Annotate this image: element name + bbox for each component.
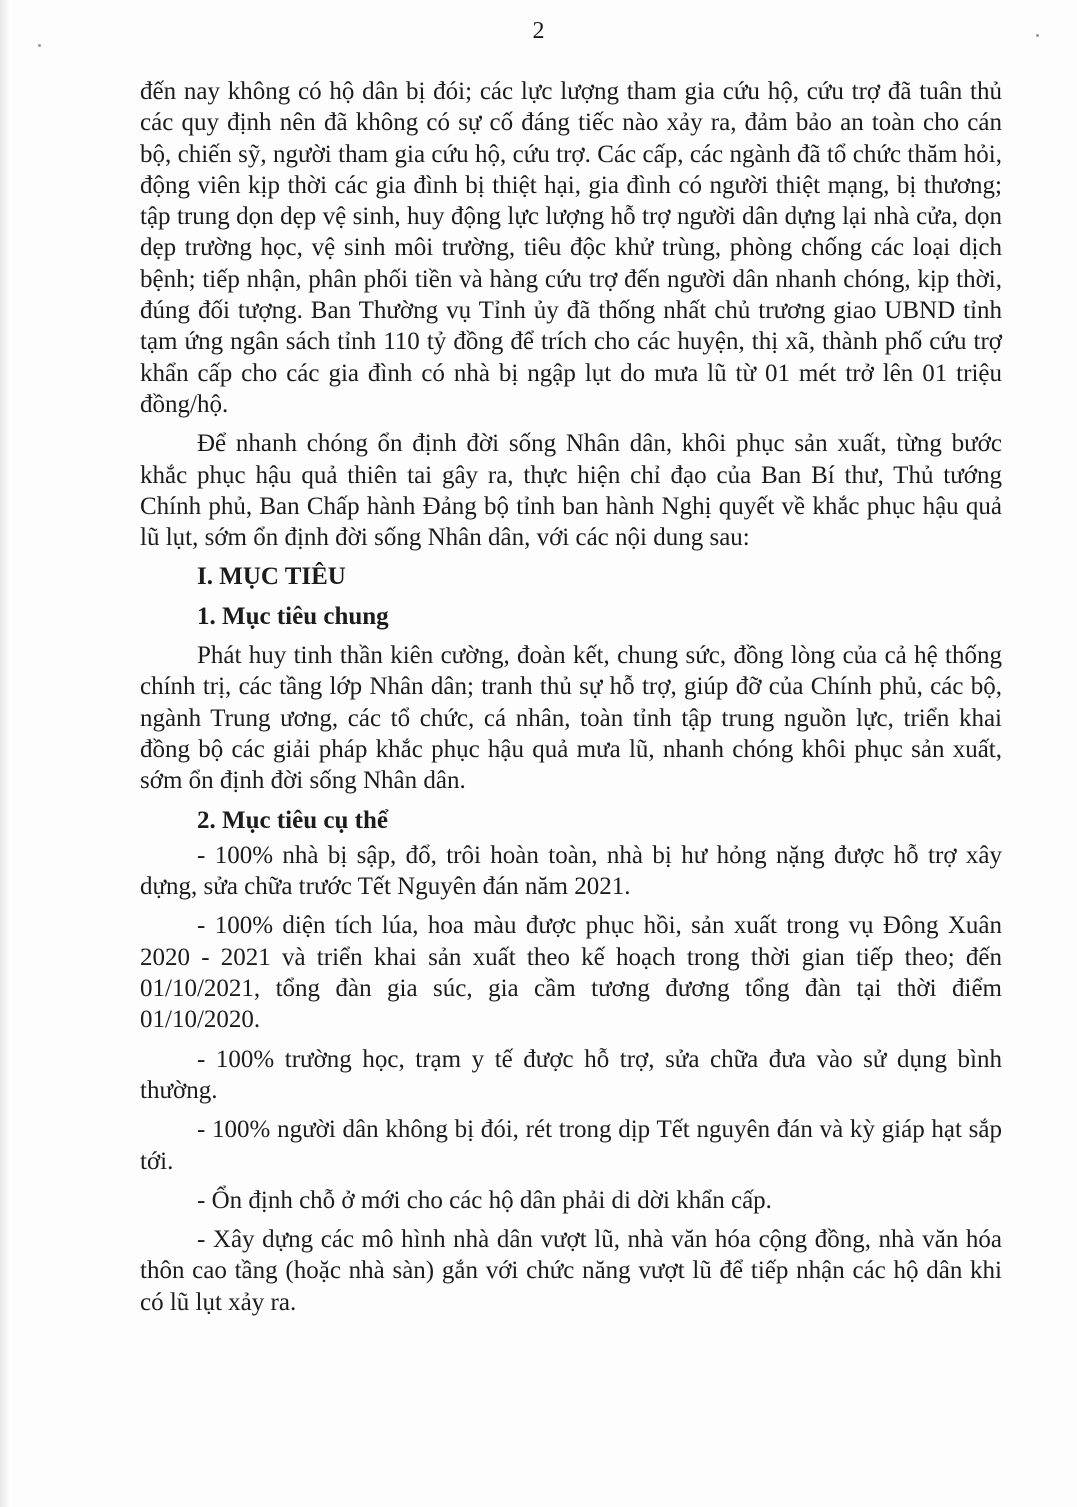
target-item: - Xây dựng các mô hình nhà dân vượt lũ, nhà văn hóa cộng đồng, nhà văn hóa thôn cao tầng (hoặc nhà sàn) gắn với chức năng vượt lũ để tiếp nhận các hộ dân khi có lũ lụt xảy ra. [140, 1226, 1002, 1316]
target-item: - 100% diện tích lúa, hoa màu được phục hồi, sản xuất trong vụ Đông Xuân 2020 - 2021 và triển khai sản xuất theo kế hoạch trong thời gian tiếp theo; đến 01/10/2021, tổng đàn gia súc, gia cầm tương đương tổng đàn tại thời điểm 01/10/2020. [140, 912, 1002, 1034]
paragraph-intro: Để nhanh chóng ổn định đời sống Nhân dân, khôi phục sản xuất, từng bước khắc phục hậu quả thiên tai gây ra, thực hiện chỉ đạo của Ban Bí thư, Thủ tướng Chính phủ, Ban Chấp hành Đảng bộ tỉnh ban hành Nghị quyết về khắc phục hậu quả lũ lụt, sớm ổn định đời sống Nhân dân, với các nội dung sau: [140, 430, 1002, 552]
target-item: - 100% trường học, trạm y tế được hỗ trợ, sửa chữa đưa vào sử dụng bình thường. [140, 1045, 1002, 1104]
subheading-specific-objectives: 2. Mục tiêu cụ thể [197, 806, 388, 834]
paragraph-continuation: đến nay không có hộ dân bị đói; các lực lượng tham gia cứu hộ, cứu trợ đã tuân thủ các quy định nên đã không có sự cố đáng tiếc nào xảy ra, đảm bảo an toàn cho cán bộ, chiến sỹ, người tham gia cứu hộ, cứu trợ. Các cấp, các ngành đã tổ chức thăm hỏi, động viên kịp thời các gia đình bị thiệt hại, gia đình có người thiệt mạng, bị thương; tập trung dọn dẹp vệ sinh, huy động lực lượng hỗ trợ người dân dựng lại nhà cửa, dọn dẹp trường học, vệ sinh môi trường, tiêu độc khử trùng, phòng chống các loại dịch bệnh; tiếp nhận, phân phối tiền và hàng cứu trợ đến người dân nhanh chóng, kịp thời, đúng đối tượng. Ban Thường vụ Tỉnh ủy đã thống nhất chủ trương giao UBND tỉnh tạm ứng ngân sách tỉnh 110 tỷ đồng để trích cho các huyện, thị xã, thành phố cứu trợ khẩn cấp cho các gia đình có nhà bị ngập lụt do mưa lũ từ 01 mét trở lên 01 triệu đồng/hộ. [140, 78, 1002, 418]
section-heading-objectives: I. MỤC TIÊU [197, 563, 346, 591]
page-number: 2 [532, 18, 545, 44]
target-item: - Ổn định chỗ ở mới cho các hộ dân phải di dời khẩn cấp. [197, 1186, 772, 1214]
target-item: - 100% người dân không bị đói, rét trong dịp Tết nguyên đán và kỳ giáp hạt sắp tới. [140, 1116, 1002, 1175]
document-body [140, 76, 1002, 1318]
target-item: - 100% nhà bị sập, đổ, trôi hoàn toàn, nhà bị hư hỏng nặng được hỗ trợ xây dựng, sửa chữa trước Tết Nguyên đán năm 2021. [140, 841, 1002, 901]
page-edge-shadow [0, 0, 10, 1507]
paragraph-general-objective: Phát huy tinh thần kiên cường, đoàn kết, chung sức, đồng lòng của cả hệ thống chính trị, các tầng lớp Nhân dân; tranh thủ sự hỗ trợ, giúp đỡ của Chính phủ, các bộ, ngành Trung ương, các tổ chức, cá nhân, toàn tỉnh tập trung nguồn lực, triển khai đồng bộ các giải pháp khắc phục hậu quả mưa lũ, nhanh chóng khôi phục sản xuất, sớm ổn định đời sống Nhân dân. [140, 642, 1002, 795]
subheading-general-objective: 1. Mục tiêu chung [197, 602, 389, 630]
